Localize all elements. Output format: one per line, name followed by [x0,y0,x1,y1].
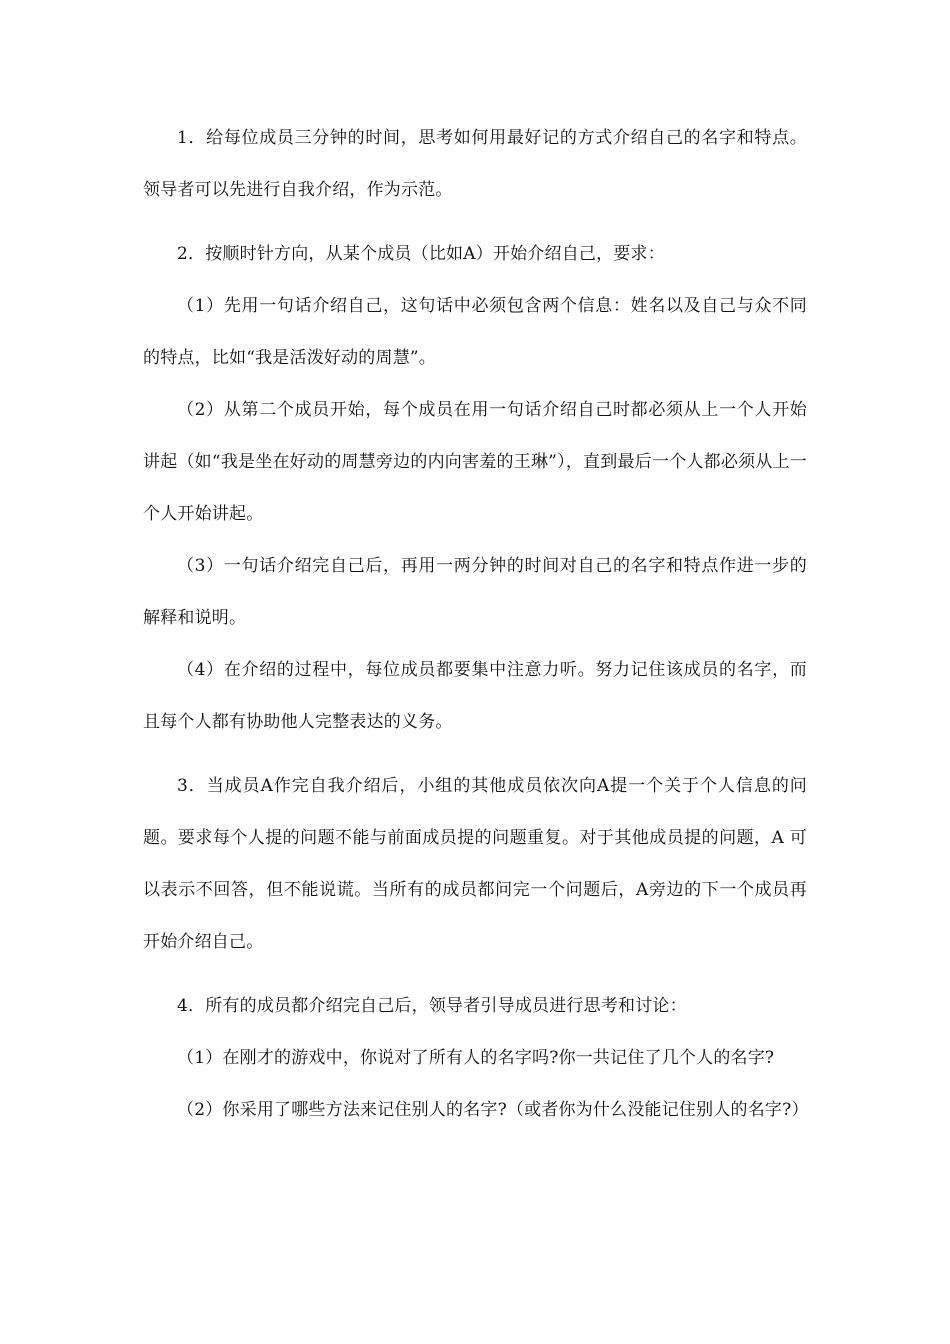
paragraph-step-4: 4．所有的成员都介绍完自己后，领导者引导成员进行思考和讨论： [177,996,687,1016]
paragraph-step-2-4: （4）在介绍的过程中，每位成员都要集中注意力听。努力记住该成员的名字，而且每个人都有协助他人完整表达的义务。 [143,660,807,732]
paragraph-step-2: 2．按顺时针方向，从某个成员（比如A）开始介绍自己，要求： [177,244,665,264]
paragraph-step-4-2: （2）你采用了哪些方法来记住别人的名字?（或者你为什么没能记住别人的名字?） [177,1100,809,1120]
paragraph-step-4-1: （1）在刚才的游戏中，你说对了所有人的名字吗?你一共记住了几个人的名字? [177,1048,775,1068]
paragraph-step-2-2: （2）从第二个成员开始，每个成员在用一句话介绍自己时都必须从上一个人开始讲起（如“我是坐在好动的周慧旁边的内向害羞的王琳”），直到最后一个人都必须从上一个人开始讲起。 [143,400,807,524]
paragraph-step-3: 3．当成员A作完自我介绍后，小组的其他成员依次向A提一个关于个人信息的问题。要求每个人提的问题不能与前面成员提的问题重复。对于其他成员提的问题，A 可以表示不回答，但不能说谎。当所有的成员都问完一个问题后，A旁边的下一个成员再开始介绍自己。 [143,776,807,952]
paragraph-step-2-3: （3）一句话介绍完自己后，再用一两分钟的时间对自己的名字和特点作进一步的解释和说明。 [143,556,807,628]
paragraph-step-1: 1．给每位成员三分钟的时间，思考如何用最好记的方式介绍自己的名字和特点。领导者可以先进行自我介绍，作为示范。 [143,128,807,200]
paragraph-step-2-1: （1）先用一句话介绍自己，这句话中必须包含两个信息：姓名以及自己与众不同的特点，比如“我是活泼好动的周慧”。 [143,296,807,368]
document-body [143,112,807,1136]
